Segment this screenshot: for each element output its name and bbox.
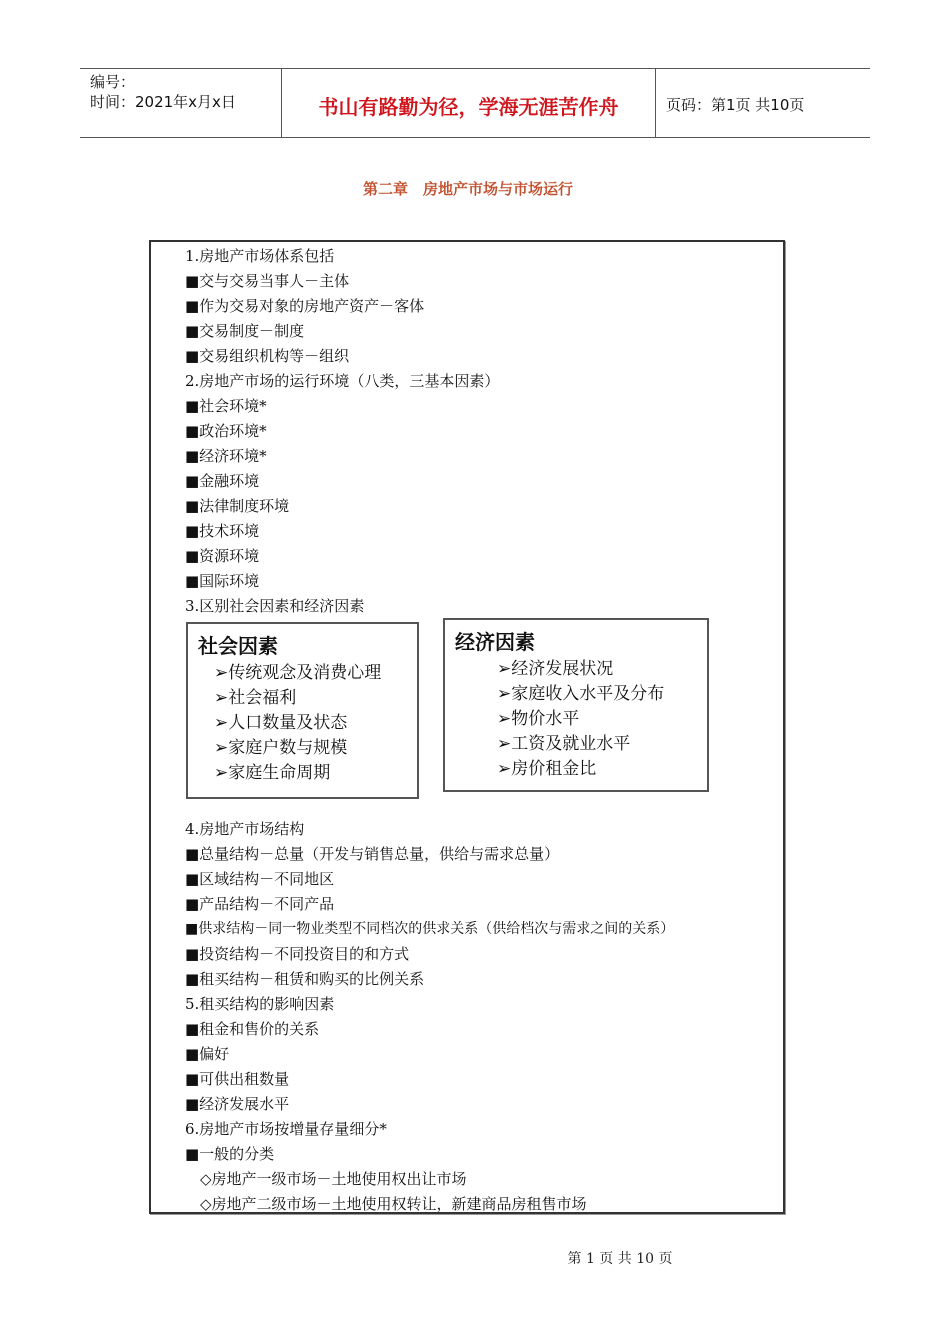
text-line: ■区域结构－不同地区: [185, 870, 335, 888]
text-line: ■社会环境*: [185, 397, 267, 415]
text-line: ■供求结构－同一物业类型不同档次的供求关系（供给档次与需求之间的关系）: [185, 921, 675, 937]
header-meta-cell: [80, 69, 282, 137]
text-line: ■资源环境: [185, 547, 260, 565]
header-motto-cell: [282, 69, 656, 137]
social-factors-box: [186, 622, 419, 799]
page-footer: 第 1 页 共 10 页: [567, 1251, 673, 1267]
text-line: ■一般的分类: [185, 1145, 275, 1163]
text-line: ■国际环境: [185, 572, 260, 590]
header-page-cell: [656, 69, 870, 137]
page-info: 页码：第1页 共10页: [666, 96, 805, 114]
economic-factors-title: 经济因素: [455, 630, 535, 654]
economic-factor-item: ➢工资及就业水平: [497, 734, 631, 754]
text-line: ■租金和售价的关系: [185, 1020, 320, 1038]
social-factors-title: 社会因素: [198, 634, 278, 658]
chapter-title: 第二章 房地产市场与市场运行: [362, 180, 573, 198]
text-line: ■交易制度－制度: [185, 322, 305, 340]
page-header: [80, 68, 870, 138]
text-line: ■可供出租数量: [185, 1070, 290, 1088]
economic-factor-item: ➢家庭收入水平及分布: [497, 684, 665, 704]
text-line: ■技术环境: [185, 522, 260, 540]
text-line: ■总量结构－总量（开发与销售总量，供给与需求总量）: [185, 845, 560, 863]
text-line: 2.房地产市场的运行环境（八类，三基本因素）: [185, 372, 500, 390]
document-number-label: 编号：: [90, 73, 136, 91]
text-line: ■交易组织机构等－组织: [185, 347, 350, 365]
document-time-label: 时间：2021年x月x日: [90, 93, 236, 111]
social-factor-item: ➢传统观念及消费心理: [214, 663, 382, 683]
text-line: ■经济发展水平: [185, 1095, 290, 1113]
text-line: 6.房地产市场按增量存量细分*: [185, 1120, 387, 1138]
text-line: ■投资结构－不同投资目的和方式: [185, 945, 410, 963]
text-line: ■金融环境: [185, 472, 260, 490]
text-line: ■经济环境*: [185, 447, 267, 465]
text-line: 3.区别社会因素和经济因素: [185, 597, 365, 615]
text-line: ■法律制度环境: [185, 497, 290, 515]
economic-factors-box: [443, 618, 709, 792]
text-line: ■租买结构－租赁和购买的比例关系: [185, 970, 425, 988]
social-factor-item: ➢社会福利: [214, 688, 297, 708]
text-line: ■作为交易对象的房地产资产－客体: [185, 297, 425, 315]
text-line: ■产品结构－不同产品: [185, 895, 335, 913]
text-line: ■交与交易当事人－主体: [185, 272, 350, 290]
text-line: ◇房地产一级市场－土地使用权出让市场: [185, 1170, 467, 1188]
social-factor-item: ➢家庭生命周期: [214, 763, 331, 783]
motto-text: 书山有路勤为径，学海无涯苦作舟: [318, 95, 619, 119]
social-factor-item: ➢人口数量及状态: [214, 713, 348, 733]
social-factor-item: ➢家庭户数与规模: [214, 738, 348, 758]
text-line: 5.租买结构的影响因素: [185, 995, 335, 1013]
text-line: 4.房地产市场结构: [185, 820, 305, 838]
text-line: ■政治环境*: [185, 422, 267, 440]
economic-factor-item: ➢物价水平: [497, 709, 580, 729]
text-line: ◇房地产二级市场－土地使用权转让，新建商品房租售市场: [185, 1195, 587, 1213]
text-line: ■偏好: [185, 1045, 230, 1063]
text-line: 1.房地产市场体系包括: [185, 247, 335, 265]
economic-factor-item: ➢房价租金比: [497, 759, 597, 779]
economic-factor-item: ➢经济发展状况: [497, 659, 614, 679]
